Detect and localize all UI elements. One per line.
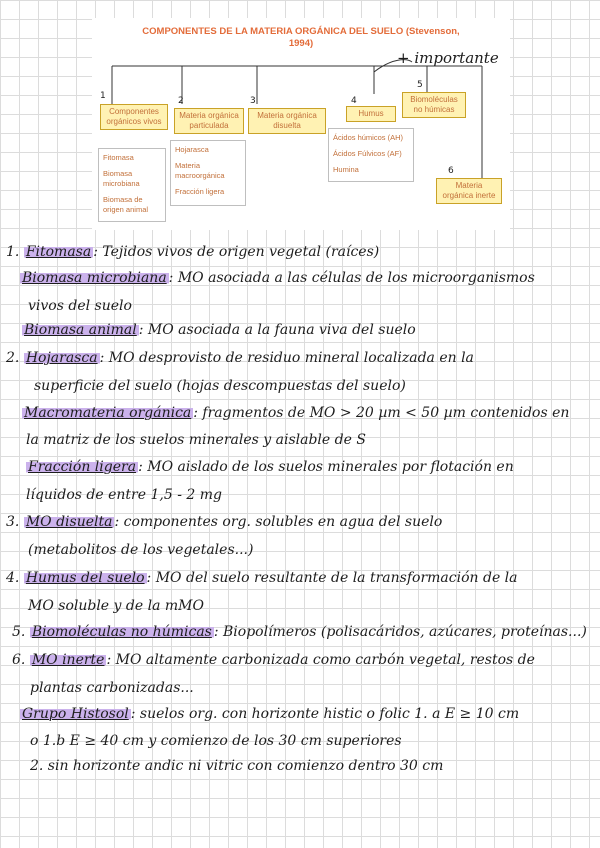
note-text: : suelos org. con horizonte histic o folic 1. a E ≥ 10 cm: [130, 706, 520, 722]
organic-matter-diagram: [92, 18, 510, 230]
note-term-highlight: Biomoléculas no húmicas: [31, 624, 212, 640]
note-line: [22, 405, 600, 421]
note-text: la matriz de los suelos minerales y aislable de S: [26, 432, 366, 448]
note-text: : MO altamente carbonizada como carbón vegetal, restos de: [106, 652, 535, 668]
box-label: Humus: [358, 109, 384, 118]
note-text: : componentes org. solubles en agua del suelo: [114, 514, 443, 530]
diagram-number-4: 4: [351, 96, 357, 106]
list-humus: [328, 128, 414, 182]
diagram-number-2: 2: [178, 96, 184, 106]
diagram-title-line1: COMPONENTES DE LA MATERIA ORGÁNICA DEL SUELO (Stevenson,: [142, 26, 460, 37]
note-line: [6, 570, 600, 586]
diagram-number-6: 6: [448, 166, 454, 176]
box-disuelta: [248, 108, 326, 134]
note-line: [20, 270, 600, 286]
list-item: Materia macroorgánica: [175, 161, 225, 180]
list-item: Biomasa microbiana: [103, 169, 140, 188]
note-line: [28, 542, 600, 558]
note-term-highlight: Humus del suelo: [25, 570, 145, 586]
note-term-highlight: Fitomasa: [25, 244, 92, 260]
box-label: disuelta: [273, 121, 301, 130]
list-item: Fracción ligera: [175, 187, 225, 196]
note-number: 3.: [6, 514, 24, 530]
importante-annotation: + importante: [397, 49, 499, 67]
box-label: particulada: [189, 121, 229, 130]
note-number: 4.: [6, 570, 24, 586]
note-line: [26, 459, 600, 475]
note-text: : MO asociada a la fauna viva del suelo: [138, 322, 416, 338]
note-text: 2. sin horizonte andic ni vitric con comienzo dentro 30 cm: [30, 758, 444, 774]
list-particulada: [170, 140, 246, 206]
note-text: : MO del suelo resultante de la transformación de la: [146, 570, 518, 586]
box-humus: [346, 106, 396, 122]
note-text: : MO asociada a las células de los microorganismos: [168, 270, 535, 286]
note-line: [34, 378, 600, 394]
box-label: orgánica inerte: [442, 191, 496, 200]
note-number: 5.: [12, 624, 30, 640]
note-text: líquidos de entre 1,5 - 2 mg: [26, 487, 222, 503]
box-componentes-vivos: [100, 104, 168, 130]
box-label: Materia orgánica: [257, 111, 317, 120]
note-line: [6, 244, 600, 260]
note-term-highlight: Fracción ligera: [28, 459, 137, 475]
box-particulada: [174, 108, 244, 134]
note-text: : fragmentos de MO > 20 µm < 50 µm contenidos en: [193, 405, 570, 421]
list-item: Fitomasa: [103, 153, 134, 162]
note-line: [12, 652, 600, 668]
note-line: [26, 432, 600, 448]
box-label: orgánicos vivos: [106, 117, 162, 126]
diagram-number-1: 1: [100, 91, 106, 101]
box-label: Materia: [455, 181, 483, 190]
note-text: : Biopolímeros (polisacáridos, azúcares, proteínas...): [213, 624, 587, 640]
box-biomoleculas: [402, 92, 466, 118]
diagram-title-line2: 1994): [288, 38, 314, 49]
note-line: [30, 758, 600, 774]
note-text: : MO desprovisto de residuo mineral localizada en la: [99, 350, 474, 366]
note-text: MO soluble y de la mMO: [28, 598, 204, 614]
box-inerte: [436, 178, 502, 204]
list-item: Humina: [333, 165, 359, 174]
list-item: Ácidos húmicos (AH): [333, 133, 404, 142]
note-number: 1.: [6, 244, 24, 260]
note-term-highlight: MO inerte: [31, 652, 105, 668]
note-term-highlight: Hojarasca: [25, 350, 98, 366]
list-item: Biomasa de origen animal: [103, 195, 149, 214]
note-term-highlight: Biomasa microbiana: [22, 270, 167, 286]
note-line: [28, 298, 600, 314]
note-text: vivos del suelo: [28, 298, 132, 314]
note-line: [26, 487, 600, 503]
note-line: [12, 624, 600, 640]
note-term-highlight: MO disuelta: [25, 514, 113, 530]
diagram-number-3: 3: [250, 96, 256, 106]
note-number: 2.: [6, 350, 24, 366]
list-vivos: [98, 148, 166, 222]
note-number: 6.: [12, 652, 30, 668]
note-line: [28, 598, 600, 614]
note-text: : MO aislado de los suelos minerales por flotación en: [138, 459, 514, 475]
note-term-highlight: Grupo Histosol: [22, 706, 129, 722]
box-label: Componentes: [109, 107, 159, 116]
note-line: [30, 680, 600, 696]
note-term-highlight: Macromateria orgánica: [24, 405, 192, 421]
note-line: [30, 733, 600, 749]
note-text: (metabolitos de los vegetales...): [28, 542, 254, 558]
box-label: Biomoléculas: [410, 95, 458, 104]
list-item: Hojarasca: [175, 145, 209, 154]
note-line: [20, 706, 600, 722]
diagram-number-5: 5: [417, 80, 423, 90]
box-label: Materia orgánica: [179, 111, 239, 120]
note-text: plantas carbonizadas...: [30, 680, 194, 696]
list-item: Ácidos Fúlvicos (AF): [333, 149, 402, 158]
note-line: [6, 514, 600, 530]
note-line: [22, 322, 600, 338]
note-term-highlight: Biomasa animal: [24, 322, 137, 338]
note-text: superficie del suelo (hojas descompuestas del suelo): [34, 378, 406, 394]
note-line: [6, 350, 600, 366]
note-text: : Tejidos vivos de origen vegetal (raíces): [93, 244, 380, 260]
note-text: o 1.b E ≥ 40 cm y comienzo de los 30 cm superiores: [30, 733, 402, 749]
box-label: no húmicas: [413, 105, 455, 114]
